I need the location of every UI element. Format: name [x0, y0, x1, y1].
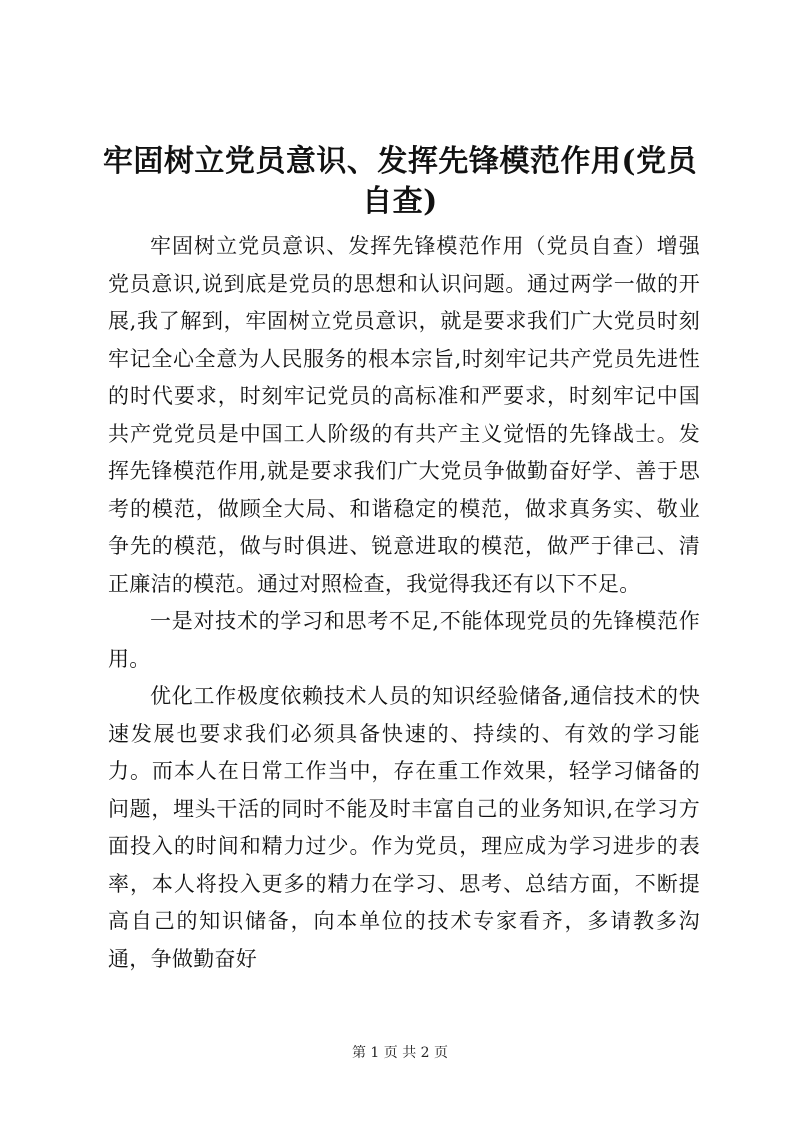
document-title: 牢固树立党员意识、发挥先锋模范作用(党员自查): [102, 144, 698, 219]
body-paragraph-3: 优化工作极度依赖技术人员的知识经验储备,通信技术的快速发展也要求我们必须具备快速的、持续的、有效的学习能力。而本人在日常工作当中，存在重工作效果，轻学习储备的问题，埋头干活的同时不能及时丰富自己的业务知识,在学习方面投入的时间和精力过少。作为党员，理应成为学习进步的表率，本人将投入更多的精力在学习、思考、总结方面，不断提高自己的知识储备，向本单位的技术专家看齐，多请教多沟通，争做勤奋好: [108, 684, 700, 971]
body-paragraph-1: 牢固树立党员意识、发挥先锋模范作用（党员自查）增强党员意识,说到底是党员的思想和认识问题。通过两学一做的开展,我了解到，牢固树立党员意识，就是要求我们广大党员时刻牢记全心全意为人民服务的根本宗旨,时刻牢记共产党员先进性的时代要求，时刻牢记党员的高标准和严要求，时刻牢记中国共产党党员是中国工人阶级的有共产主义觉悟的先锋战士。发挥先锋模范作用,就是要求我们广大党员争做勤奋好学、善于思考的模范，做顾全大局、和谐稳定的模范，做求真务实、敬业争先的模范，做与时俱进、锐意进取的模范，做严于律己、清正廉洁的模范。通过对照检查，我觉得我还有以下不足。: [108, 234, 700, 596]
page-number-footer: 第 1 页 共 2 页: [351, 1045, 449, 1061]
body-paragraph-2: 一是对技术的学习和思考不足,不能体现党员的先锋模范作用。: [108, 609, 700, 671]
document-body: [108, 228, 700, 978]
